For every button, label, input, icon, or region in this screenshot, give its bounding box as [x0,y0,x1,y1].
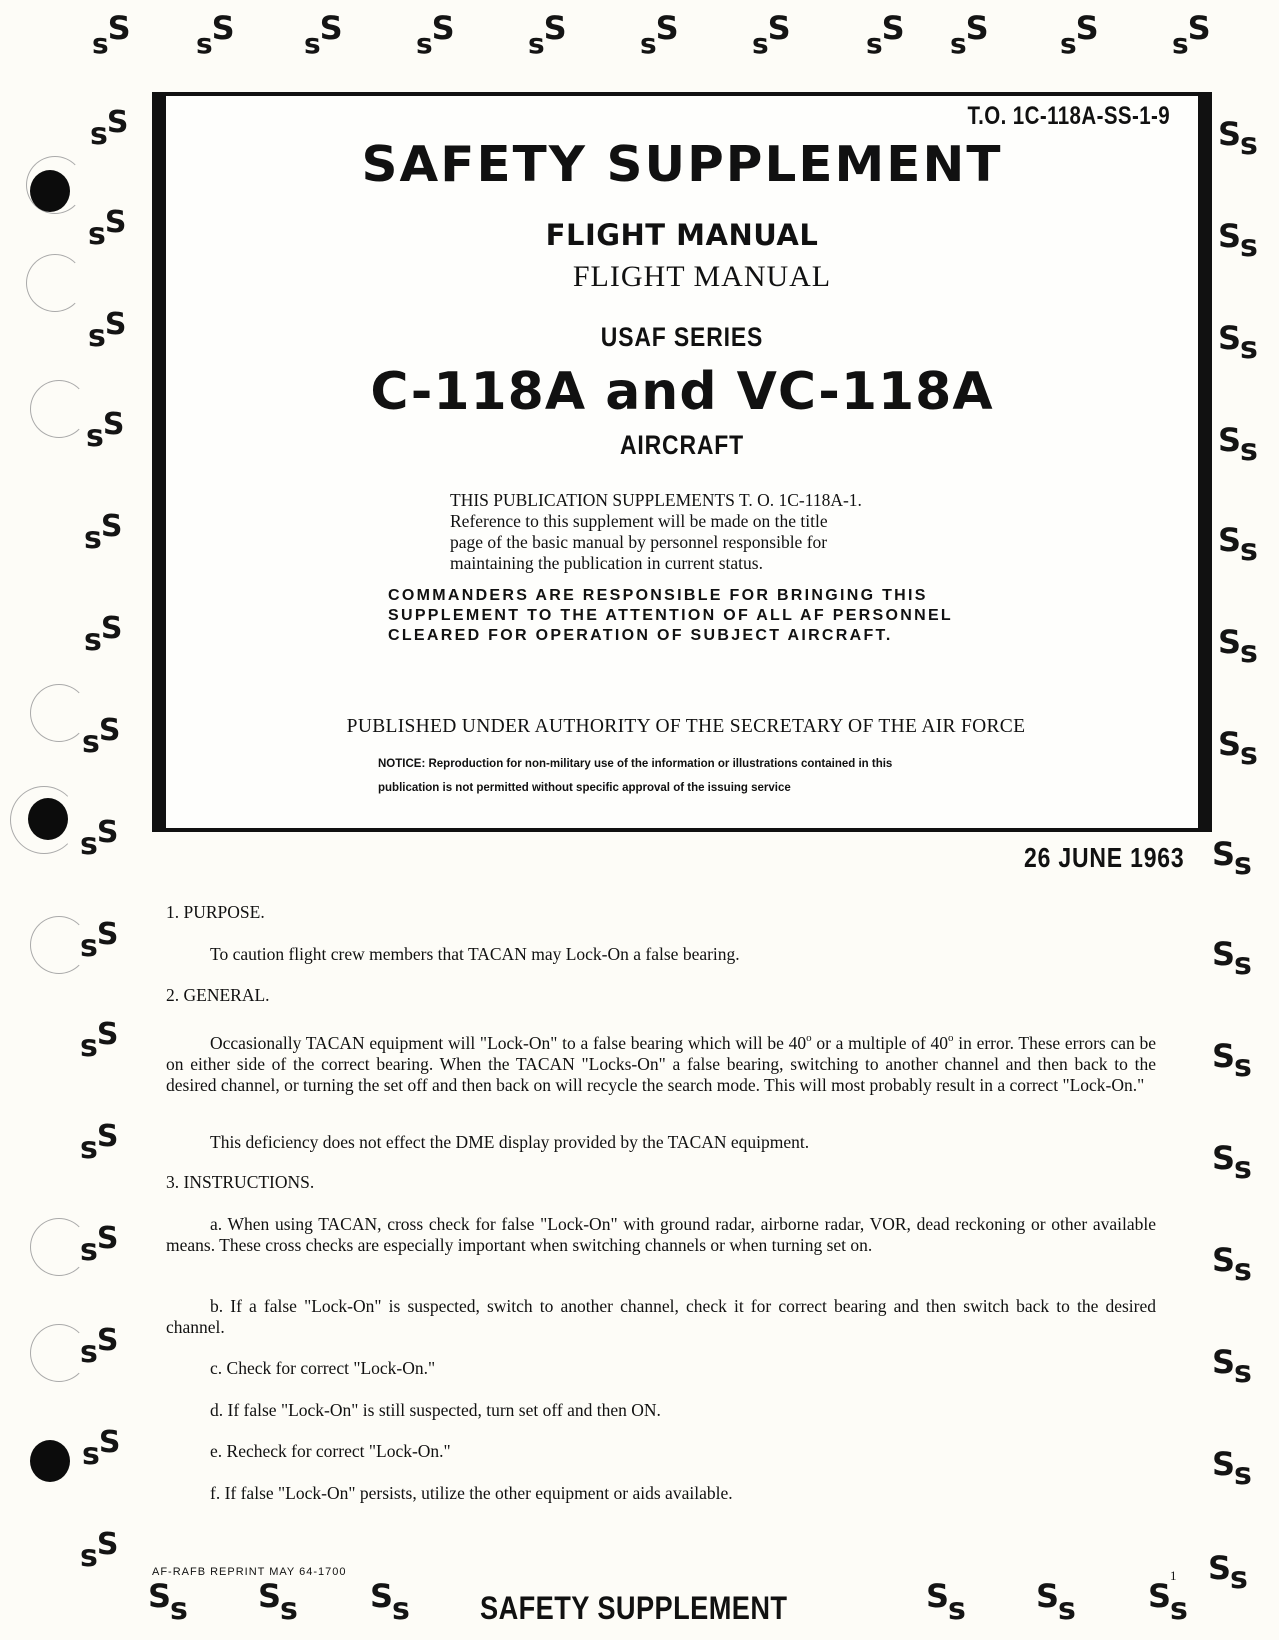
ss-border-mark: sS [80,1323,118,1370]
ss-border-mark: Ss [148,1577,187,1627]
ss-border-mark: sS [80,1017,118,1064]
ss-border-mark: Ss [1218,217,1257,264]
ss-border-mark: sS [84,611,122,658]
instruction-item-e: e. Recheck for correct "Lock-On." [210,1441,451,1461]
ss-border-mark: Ss [1212,1343,1251,1390]
ss-border-mark: sS [88,307,126,354]
ss-border-mark: Ss [258,1577,297,1627]
ss-border-mark: sS [866,9,904,60]
published-authority: PUBLISHED UNDER AUTHORITY OF THE SECRETARY OF THE AIR FORCE [346,716,1026,737]
ss-border-mark: sS [84,509,122,556]
footer-title: SAFETY SUPPLEMENT [480,1590,788,1626]
ss-border-mark: sS [80,1221,118,1268]
supplements-line: page of the basic manual by personnel responsible for [450,532,828,552]
punch-hole-ring [30,1218,88,1276]
section-general-note: This deficiency does not effect the DME display provided by the TACAN equipment. [210,1132,810,1152]
instruction-item-f: f. If false "Lock-On" persists, utilize the other equipment or aids available. [210,1483,733,1503]
ss-border-mark: Ss [926,1577,965,1627]
section-general-paragraph [166,1028,1156,1096]
ss-border-mark: Ss [1148,1577,1187,1627]
ss-border-mark: sS [82,1425,120,1472]
section-purpose-text: To caution flight crew members that TACAN may Lock-On a false bearing. [210,944,740,964]
punch-hole-ring [30,916,88,974]
section-general-heading: 2. GENERAL. [166,985,270,1005]
ss-border-mark: Ss [1218,115,1257,162]
supplements-line: maintaining the publication in current status. [450,553,763,573]
ss-border-mark: Ss [1212,1139,1251,1186]
ss-border-mark: Ss [1208,1549,1247,1596]
supplements-statement [450,490,970,574]
ss-border-mark: Ss [1212,835,1251,882]
general-text: in error. These errors can be on either side of the correct bearing. When the TACAN "Locks-On" a false bearing, switching to another channel and then back to the desired channel, or turning the set off and then back on will recycle the search mode. This will most probably result in a correct "Lock-On." [166,1033,1156,1095]
ss-border-mark: Ss [1036,1577,1075,1627]
ss-border-mark: Ss [1218,521,1257,568]
ss-border-mark: sS [950,9,988,60]
punch-hole-ring [30,380,88,438]
supplements-line: Reference to this supplement will be made on the title [450,511,828,531]
ss-border-mark: sS [196,9,234,60]
ss-border-mark: sS [752,9,790,60]
general-text: or a multiple of 40 [811,1033,949,1053]
general-text: Occasionally TACAN equipment will "Lock-On" to a false bearing which will be 40 [210,1033,807,1053]
flight-manual-heading-bold: FLIGHT MANUAL [545,218,819,252]
ss-border-mark: Ss [1218,725,1257,772]
document-title: SAFETY SUPPLEMENT [361,136,1003,193]
degree-symbol: o [806,1032,812,1044]
supplements-line: THIS PUBLICATION SUPPLEMENTS T. O. 1C-118A-1. [450,490,862,510]
page-number: 1 [1170,1568,1177,1583]
ss-border-mark: sS [304,9,342,60]
ss-border-mark: Ss [1212,1037,1251,1084]
reprint-notice: AF-RAFB REPRINT MAY 64-1700 [152,1566,347,1578]
ss-border-mark: sS [80,1527,118,1574]
instruction-item-a: a. When using TACAN, cross check for false "Lock-On" with ground radar, airborne radar, VOR, dead reckoning or other available means. These cross checks are especially important when switching channels or when turning set on. [166,1214,1156,1255]
instruction-item-d: d. If false "Lock-On" is still suspected, turn set off and then ON. [210,1400,661,1420]
notice-line: publication is not permitted without specific approval of the issuing service [378,782,791,794]
ss-border-mark: sS [90,105,128,152]
ss-border-mark: sS [528,9,566,60]
ss-border-mark: sS [1060,9,1098,60]
ss-border-mark: Ss [1218,421,1257,468]
ss-border-mark: Ss [1212,1241,1251,1288]
instruction-item-b: b. If a false "Lock-On" is suspected, switch to another channel, check it for correct bearing and then switch back to the desired channel. [166,1296,1156,1337]
punch-hole-ring [30,684,88,742]
series-label: USAF SERIES [600,322,764,352]
ss-border-mark: sS [80,1119,118,1166]
commanders-line: COMMANDERS ARE RESPONSIBLE FOR BRINGING THIS [388,587,928,604]
commanders-line: SUPPLEMENT TO THE ATTENTION OF ALL AF PERSONNEL [388,607,953,624]
ss-border-mark: Ss [1218,623,1257,670]
punch-hole [30,170,70,212]
notice-line: NOTICE: Reproduction for non-military use of the information or illustrations contained in this [378,758,893,770]
punch-hole [28,798,68,840]
publication-date: 26 JUNE 1963 [1024,842,1185,873]
ss-border-mark: sS [416,9,454,60]
punch-hole [30,1440,70,1482]
reproduction-notice [378,752,998,800]
degree-symbol: o [948,1032,954,1044]
flight-manual-heading-serif: FLIGHT MANUAL [572,260,832,293]
ss-border-mark: sS [80,917,118,964]
section-purpose-heading: 1. PURPOSE. [166,902,265,922]
aircraft-models: C-118A and VC-118A [370,362,994,422]
title-block [152,92,1212,832]
section-instructions-heading: 3. INSTRUCTIONS. [166,1172,315,1192]
technical-order-number: T.O. 1C-118A-SS-1-9 [967,102,1170,130]
commanders-line: CLEARED FOR OPERATION OF SUBJECT AIRCRAFT. [388,627,893,644]
ss-border-mark: sS [86,407,124,454]
ss-border-mark: sS [88,205,126,252]
ss-border-mark: sS [1172,9,1210,60]
commanders-statement [388,586,1008,646]
ss-border-mark: Ss [1212,935,1251,982]
ss-border-mark: Ss [1218,319,1257,366]
instruction-item-c: c. Check for correct "Lock-On." [210,1358,436,1378]
punch-hole-ring [26,254,84,312]
ss-border-mark: sS [82,713,120,760]
ss-border-mark: Ss [1212,1445,1251,1492]
punch-hole-ring [30,1324,88,1382]
ss-border-mark: sS [640,9,678,60]
ss-border-mark: Ss [370,1577,409,1627]
aircraft-label: AIRCRAFT [619,430,745,460]
ss-border-mark: sS [80,815,118,862]
ss-border-mark: sS [92,9,130,60]
